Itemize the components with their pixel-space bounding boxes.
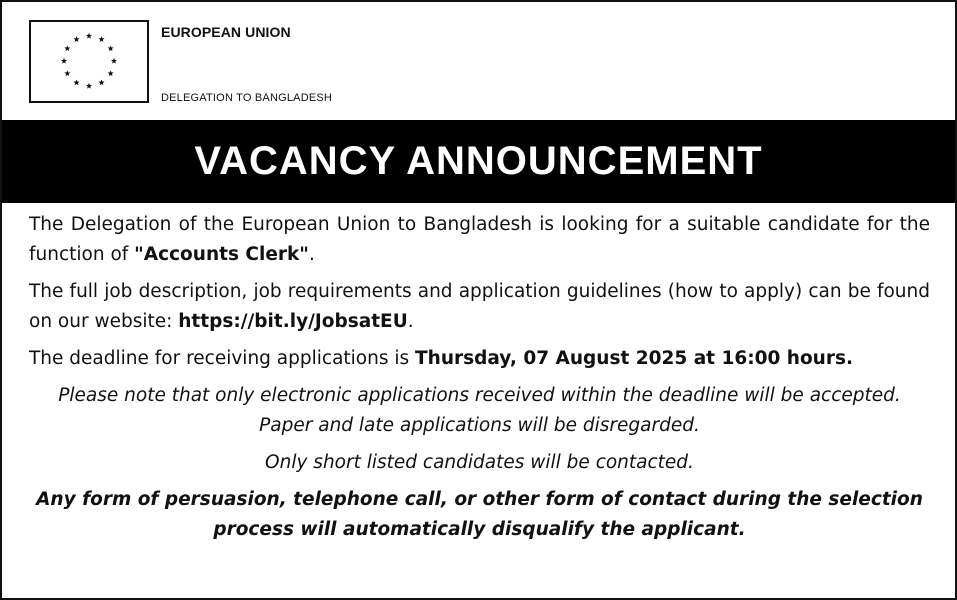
org-subtitle: DELEGATION TO BANGLADESH [161,92,333,104]
flag-stars-graphic [31,22,147,101]
intro-end: . [308,244,315,265]
flag-star [73,79,79,85]
flag-star [98,36,104,42]
deadline-paragraph [29,344,930,374]
intro-text: The Delegation of the European Union to Bangladesh is looking for a suitable candidate for the function of [29,214,930,265]
job-title: "Accounts Clerk" [134,244,309,265]
eu-flag-stars-icon [29,20,149,103]
flag-star [86,33,92,39]
disqualify-warning: Any form of persuasion, telephone call, or other form of contact during the selection process will automatically disqualify the applicant. [36,489,923,540]
deadline-date: Thursday, 07 August 2025 at 16:00 hours. [415,348,853,369]
flag-star [64,70,70,76]
details-paragraph [29,277,930,337]
flag-star [73,36,79,42]
intro-paragraph [29,210,930,270]
announcement-body [29,210,930,552]
flag-star [108,45,114,51]
header [2,2,955,120]
shortlist-note: Only short listed candidates will be contacted. [265,452,694,473]
details-text: The full job description, job requirements and application guidelines (how to apply) can be found on our website: [29,281,930,332]
org-name: EUROPEAN UNION [161,24,291,40]
page-title: VACANCY ANNOUNCEMENT [194,139,763,183]
flag-star [64,45,70,51]
details-end: . [407,311,414,332]
flag-star [111,58,117,64]
flag-star [61,58,67,64]
deadline-text: The deadline for receiving applications is [29,348,416,369]
flag-star [108,70,114,76]
title-banner [2,120,955,203]
electronic-note: Please note that only electronic applications received within the deadline will be accepted. Paper and late applications will be disregarded. [58,385,901,436]
flag-star [98,79,104,85]
flag-star [86,83,92,89]
website-link[interactable]: https://bit.ly/JobsatEU [178,311,408,332]
